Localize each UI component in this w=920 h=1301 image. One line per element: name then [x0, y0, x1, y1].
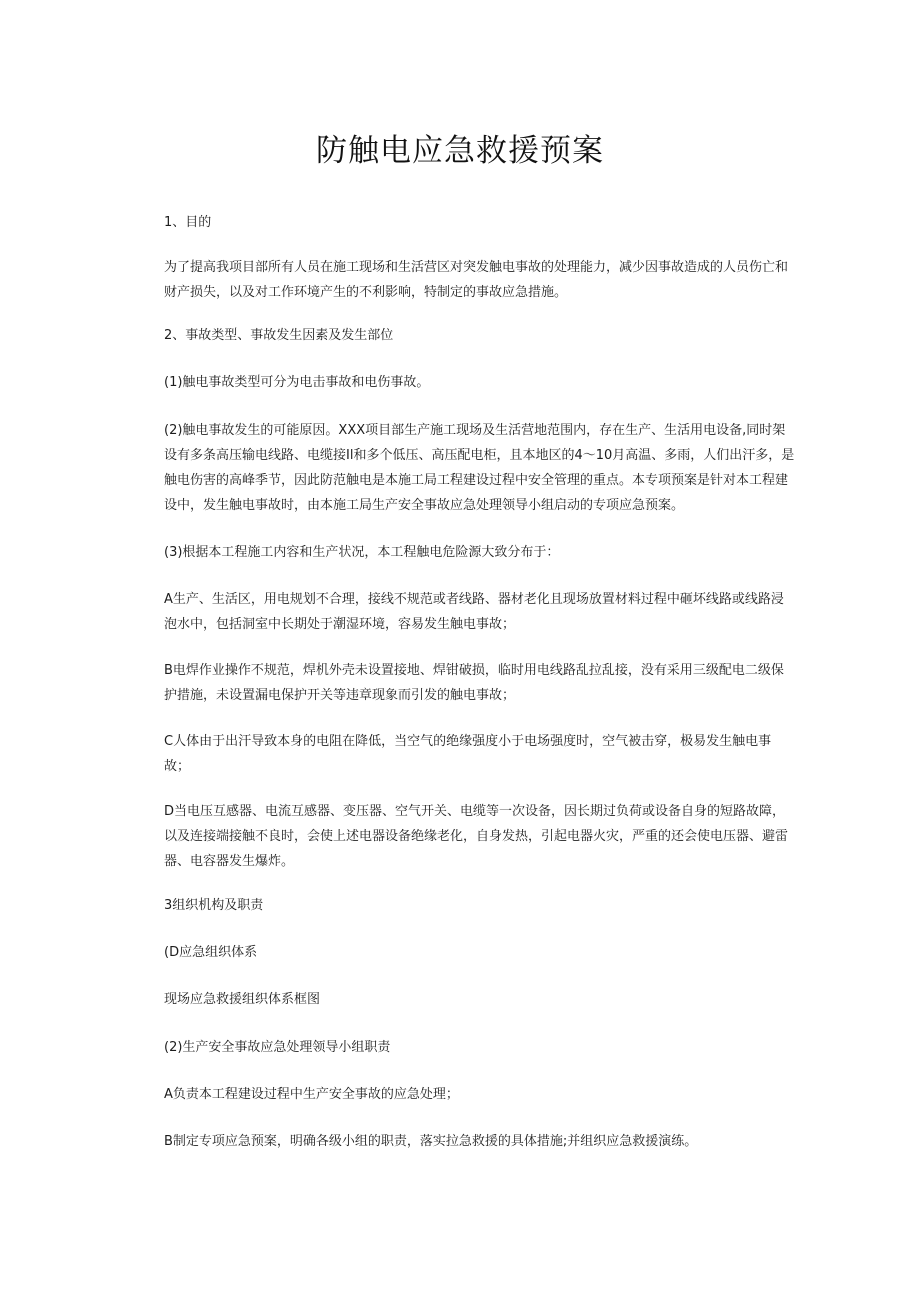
section-heading-organization: 3组织机构及职责 — [164, 898, 264, 913]
paragraph-hazard-sources: (3)根据本工程施工内容和生产状况，本工程触电危险源大致分布于： — [164, 545, 560, 560]
paragraph-purpose: 为了提高我项目部所有人员在施工现场和生活营区对突发触电事故的处理能力，减少因事故造成的人员伤亡和财产损失，以及对工作环境产生的不利影响，特制定的事故应急措施。 — [164, 260, 789, 300]
section-heading-purpose: 1、目的 — [164, 215, 212, 230]
paragraph-hazard-a: A生产、生活区，用电规划不合理，接线不规范或者线路、器材老化且现场放置材料过程中砸坏线路或线路浸泡水中，包括洞室中长期处于潮湿环境，容易发生触电事故； — [164, 592, 784, 632]
paragraph-duty-b: B制定专项应急预案，明确各级小组的职责，落实拉急救援的具体措施;并组织应急救援演练。 — [164, 1134, 698, 1149]
paragraph-hazard-b: B电焊作业操作不规范，焊机外壳未设置接地、焊钳破损，临时用电线路乱拉乱接，没有采用三级配电二级保护措施，未设置漏电保护开关等违章现象而引发的触电事故； — [164, 663, 784, 703]
paragraph-leadership-duties: (2)生产安全事故应急处理领导小组职责 — [164, 1040, 391, 1055]
paragraph-duty-a: A负责本工程建设过程中生产安全事故的应急处理； — [164, 1087, 459, 1102]
paragraph-hazard-d: D当电压互感器、电流互感器、变压器、空气开关、电缆等一次设备，因长期过负荷或设备自身的短路故障，以及连接端接触不良时，会使上述电器设备绝缘老化，自身发热，引起电器火灾，严重的还会使电压器、避雷器、电容器发生爆炸。 — [164, 804, 789, 869]
paragraph-emergency-system: (D应急组织体系 — [164, 945, 258, 960]
section-heading-accident-types: 2、事故类型、事故发生因素及发生部位 — [164, 328, 394, 343]
document-title: 防触电应急救援预案 — [316, 133, 604, 169]
paragraph-org-chart: 现场应急救援组织体系框图 — [164, 992, 321, 1007]
paragraph-accident-causes: (2)触电事故发生的可能原因。XXX项目部生产施工现场及生活营地范围内，存在生产、生活用电设备,同时架设有多条高压输电线路、电缆接Il和多个低压、高压配电柜，且本地区的4～10月高温、多雨，人们出汗多，是触电伤害的高峰季节，因此防范触电是本施工局工程建设过程中安全管理的重点。本专项预案是针对本工程建设中，发生触电事故时，由本施工局生产安全事故应急处理领导小组启动的专项应急预案。 — [164, 423, 795, 513]
paragraph-accident-types: (1)触电事故类型可分为电击事故和电伤事故。 — [164, 375, 430, 390]
paragraph-hazard-c: C人体由于出汗导致本身的电阻在降低，当空气的绝缘强度小于电场强度时，空气被击穿，极易发生触电事故； — [164, 734, 772, 774]
